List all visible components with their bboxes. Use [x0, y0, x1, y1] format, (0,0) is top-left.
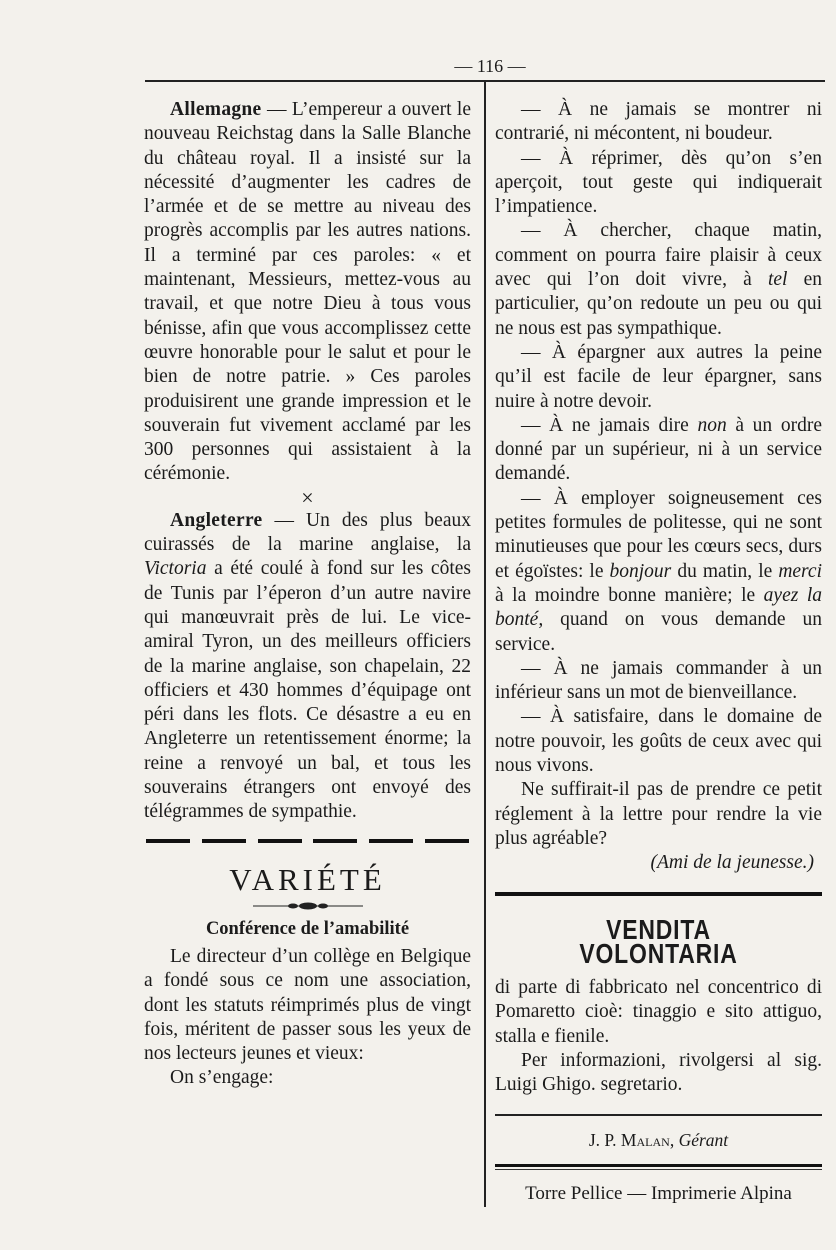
rule-5-emphasis: non: [697, 414, 727, 436]
section-separator-cross: ×: [301, 484, 314, 510]
variete-title: VARIÉTÉ: [229, 861, 386, 897]
closing-paragraph: Ne suffirait-il pas de prendre ce petit réglement à la lettre pour rendre la vie plus agréable?: [495, 779, 822, 849]
rule-3-text-b: en particulier, qu’on redoute un peu ou qui ne nous est pas sympathique.: [495, 269, 823, 339]
rule-6-text-c: à la moindre bonne manière; le: [495, 584, 764, 606]
variete-paragraph-1: Le directeur d’un collège en Belgique a fondé sous ce nom une association, dont les statuts réimprimés plus de vingt fois, méritent de passer sous les yeux de nos lecteurs jeunes et vieux:: [144, 945, 471, 1065]
section-rule: [495, 892, 822, 896]
rule-6-text-b: du matin, le: [671, 560, 779, 582]
notice-rule: [495, 1114, 822, 1116]
rule-6-emphasis-1: bonjour: [609, 560, 672, 582]
printer-line: Torre Pellice — Imprimerie Alpina: [525, 1182, 792, 1204]
rule-paragraph-5: [495, 414, 822, 487]
notice-paragraph-1: di parte di fabbricato nel concentrico di Pomaretto cioè: tinaggio e sito attiguo, stalla e fienile.: [495, 977, 822, 1047]
rule-5-text-a: — À ne jamais dire: [521, 414, 698, 436]
angleterre-text-a: — Un des plus beaux cuirassés de la marine anglaise, la: [144, 509, 471, 556]
ship-name: Victoria: [144, 558, 207, 580]
rule-5-text-b: à un ordre donné par un supérieur, ni à un service demandé.: [495, 414, 822, 485]
rule-paragraph-2: — À réprimer, dès qu’on s’en aperçoit, tout geste qui indiquerait l’impatience.: [495, 147, 822, 218]
left-column: [144, 98, 471, 1091]
rule-6-emphasis-3: ayez la bonté,: [495, 584, 822, 631]
rule-6-emphasis-2: merci: [778, 560, 822, 582]
allemagne-paragraph: [144, 98, 471, 487]
rule-3-emphasis: tel: [767, 269, 788, 291]
rule-paragraph-4: — À épargner aux autres la peine qu’il est facile de leur épargner, sans nuire à notre devoir.: [495, 341, 822, 412]
gerant-name: J. P. Malan,: [588, 1129, 675, 1150]
rule-paragraph-7: — À ne jamais commander à un inférieur sans un mot de bienveillance.: [495, 657, 822, 704]
rule-paragraph-3: [495, 219, 822, 340]
footer-rule: [495, 1164, 822, 1170]
rule-6-text-d: quand on vous demande un service.: [495, 609, 822, 655]
angleterre-heading: Angleterre: [170, 509, 263, 531]
dashed-separator: [146, 839, 469, 843]
notice-title: VENDITA VOLONTARIA: [579, 913, 738, 969]
gerant-role: Gérant: [678, 1129, 729, 1150]
angleterre-paragraph: [144, 509, 471, 825]
rule-6-text-a: — À employer soigneusement ces petites formules de politesse, qui ne sont minutieuses que pour les cœurs secs, durs et égoïstes: le: [495, 487, 822, 582]
rule-paragraph-8: — À satisfaire, dans le domaine de notre pouvoir, les goûts de ceux avec qui nous vivons.: [495, 706, 822, 777]
rule-paragraph-6: [495, 487, 822, 657]
source-attribution: (Ami de la jeunesse.): [650, 852, 814, 874]
rule-paragraph-1: — À ne jamais se montrer ni contrarié, ni mécontent, ni boudeur.: [495, 99, 822, 145]
gerant-line: [495, 1128, 822, 1152]
column-divider: [484, 82, 486, 1207]
rule-3-text-a: — À chercher, chaque matin, comment on pourra faire plaisir à ceux avec qui l’on doit vivre, à: [495, 220, 822, 291]
ornament-icon: [253, 901, 363, 911]
variete-subtitle: Conférence de l’amabilité: [205, 918, 410, 939]
page-number: — 116 —: [454, 56, 526, 76]
allemagne-heading: Allemagne: [170, 99, 262, 120]
angleterre-text-b: a été coulé à fond sur les côtes de Tunis par l’éperon d’un autre navire qui manœuvrait près de lui. Le vice-amiral Tyron, un des meilleurs officiers de la marine anglaise, son chapelain, 22 officiers et 430 hommes d’équipage ont péri dans les flots. Ce désastre a eu en Angleterre un retentissement énorme; la reine a renvoyé un bal, et tous les souverains étrangers ont envoyé des télégrammes de sympathie.: [144, 558, 471, 823]
notice-paragraph-2: Per informazioni, rivolgersi al sig. Luigi Ghigo. segretario.: [495, 1049, 822, 1096]
allemagne-text: — L’empereur a ouvert le nouveau Reichstag dans la Salle Blanche du château royal. Il a insisté sur la nécessité d’augmenter les cadres de l’armée et de se mettre au niveau des progrès accomplis par les autres nations. Il a terminé par ces paroles: « et maintenant, Messieurs, mettez-vous au travail, et que notre Dieu à tous vous bénisse, afin que vous accomplissez cette œuvre honorable pour le salut et pour le bien de notre patrie. » Ces paroles produisirent une grande impression et le souverain fut vivement acclamé par les 300 personnes qui assistaient à la cérémonie.: [144, 99, 471, 485]
variete-paragraph-2: On s’engage:: [170, 1067, 274, 1089]
right-column: [495, 98, 822, 1206]
